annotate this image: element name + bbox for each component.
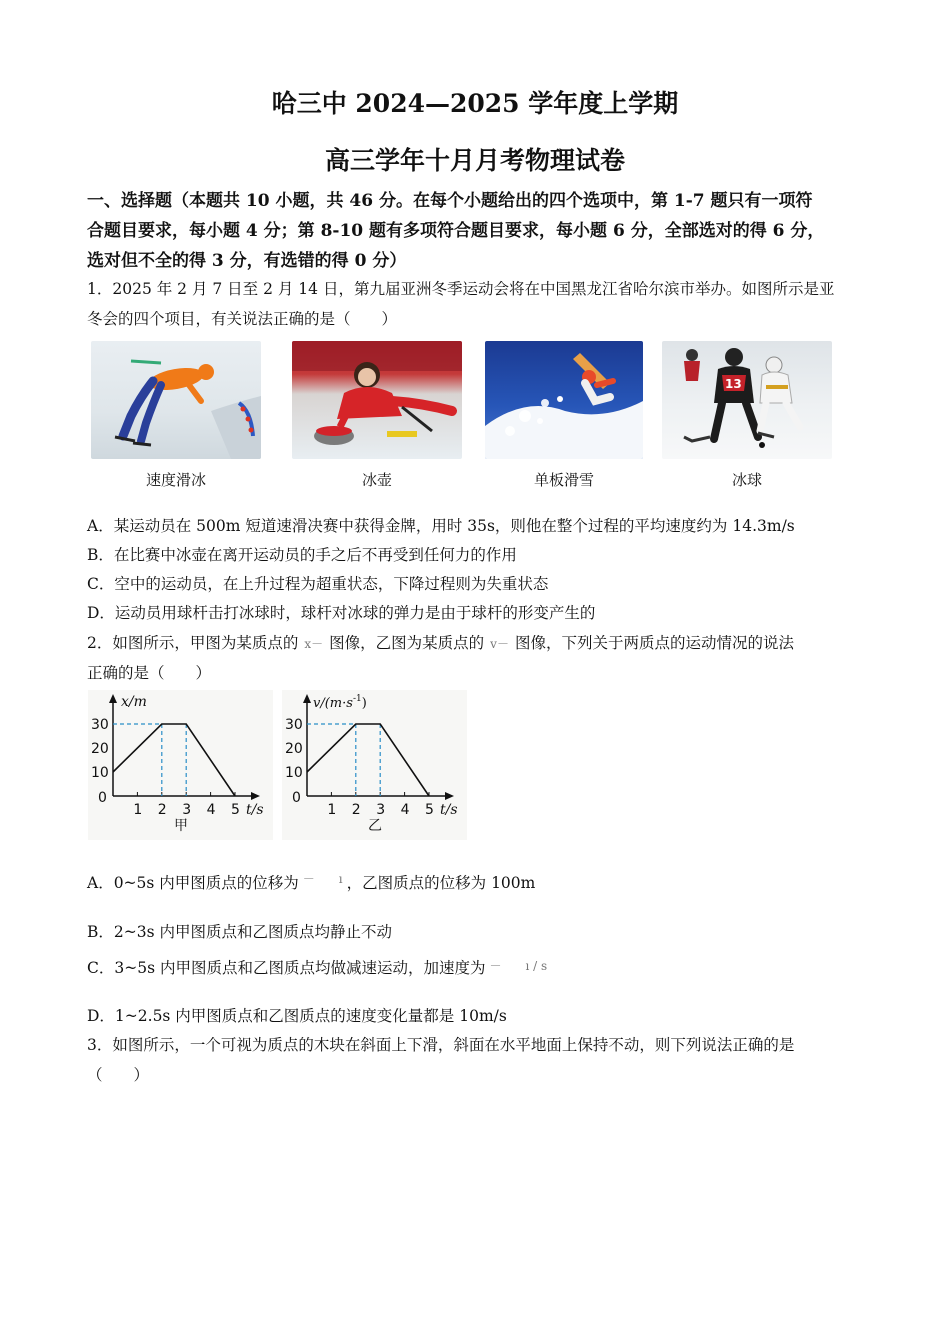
q1-option-d: D．运动员用球杆击打冰球时，球杆对冰球的弹力是由于球杆的形变产生的 [87,604,596,622]
graph-jia-ytick-label: 10 [91,765,109,781]
graph-yi-ytick-label: 20 [285,741,303,757]
caption-snowboarding: 单板滑雪 [533,471,594,489]
graph-jia-ytick-label: 30 [91,717,109,733]
graph-yi-ylabel: $v/(m\cdot s^{-1})$ [313,694,367,711]
curling-photo [292,341,462,459]
graph-yi-xtick-label: 4 [400,802,410,818]
q2-option-d: D．1~2.5s 内甲图质点和乙图质点的速度变化量都是 10m/s [87,1007,507,1025]
graph-jia-xtick-label: 4 [206,802,216,818]
q2-option-c [87,956,551,978]
graph-yi-origin: 0 [292,790,301,806]
q2-symbol-v: v－ [490,637,509,651]
caption-ice-hockey: 冰球 [731,471,762,489]
section-instructions-line2: 合题目要求，每小题 4 分；第 8-10 题有多项符合题目要求，每小题 6 分，全部选对的得 6 分， [87,221,825,241]
graph-yi-name: 乙 [368,818,382,834]
graph-yi-yticks [285,717,303,781]
graph-jia-xtick-label: 5 [231,802,240,818]
caption-curling: 冰壶 [361,471,392,489]
speed-skating-photo [91,341,261,459]
q1-option-b: B．在比赛中冰壶在离开运动员的手之后不再受到任何力的作用 [87,546,517,564]
graph-yi-xtick-label: 3 [376,802,386,818]
q2-stem-line2: 正确的是（ ） [87,664,212,682]
q3-stem-line2: （ ） [87,1066,150,1084]
q2-symbol-x: x－ [304,637,324,651]
graph-yi-xtick-label: 5 [425,802,434,818]
graph-jia-yticks [91,717,109,781]
q2-option-a-part2: ，乙图质点的位移为 100m [346,874,536,892]
q2-stem-part1: 2．如图所示，甲图为某质点的 [87,634,299,652]
section-instructions-line3: 选对但不全的得 3 分，有选错的得 0 分） [87,251,407,271]
q1-option-a: A．某运动员在 500m 短道速滑决赛中获得金牌，用时 35s，则他在整个过程的平均速度约为 14.3m/s [87,517,795,535]
graph-yi-xtick-label: 2 [351,802,361,818]
q2-option-a-part1: A．0~5s 内甲图质点的位移为 [87,874,299,892]
exam-title-line2: 高三学年十月月考物理试卷 [324,146,625,175]
q1-option-c: C．空中的运动员，在上升过程为超重状态，下降过程则为失重状态 [87,575,549,593]
graph-yi-xtick-label: 1 [327,802,337,818]
graph-jia-xtick-label: 2 [157,802,167,818]
q2-stem-line1 [87,631,794,653]
graph-jia-ylabel: x/m [121,694,147,710]
q2-option-b: B．2~3s 内甲图质点和乙图质点均静止不动 [87,923,392,941]
graph-jia-xlabel: t/s [246,802,264,818]
graph-jia-ytick-label: 20 [91,741,109,757]
ice-hockey-photo [662,341,832,459]
graph-yi-xlabel: t/s [440,802,458,818]
section-instructions-line1: 一、选择题（本题共 10 小题，共 46 分。在每个小题给出的四个选项中，第 1-7 题只有一项符 [87,191,813,211]
q2-stem-part2: 图像，乙图为某质点的 [329,634,485,652]
graph-yi [282,690,467,840]
q2-stem-part3: 图像，下列关于两质点的运动情况的说法 [514,634,794,652]
graph-jia-xtick-label: 3 [182,802,192,818]
graph-jia-name: 甲 [174,818,188,834]
graph-yi-ytick-label: 10 [285,765,303,781]
q1-stem-line2: 冬会的四个项目，有关说法正确的是（ ） [87,310,398,328]
snowboarding-photo [485,341,643,459]
caption-speed-skating: 速度滑冰 [145,471,206,489]
graph-jia-origin: 0 [98,790,107,806]
q1-stem-line1: 1．2025 年 2 月 7 日至 2 月 14 日，第九届亚洲冬季运动会将在中国黑龙江省哈尔滨市举办。如图所示是亚 [87,280,835,298]
q3-stem-line1: 3．如图所示，一个可视为质点的木块在斜面上下滑，斜面在水平地面上保持不动，则下列说法正确的是 [87,1036,795,1054]
q2-option-a [87,871,535,893]
graph-jia-xtick-label: 1 [133,802,143,818]
q2-option-c-symbol: － ı / s [489,959,548,973]
graph-yi-ytick-label: 30 [285,717,303,733]
q2-option-a-symbol: － ı [302,872,343,886]
svg-text:13: 13 [725,377,742,391]
q2-option-c-part1: C．3~5s 内甲图质点和乙图质点均做减速运动，加速度为 [87,959,486,977]
exam-title-line1: 哈三中 2024—2025 学年度上学期 [271,89,679,118]
graph-jia [88,690,273,840]
